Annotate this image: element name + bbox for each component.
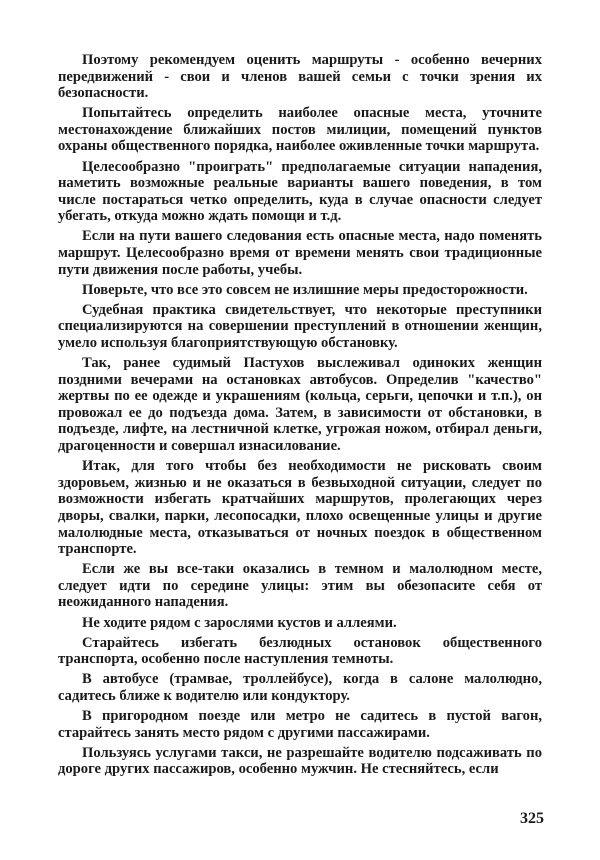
paragraph: В пригородном поезде или метро не садитесь в пустой вагон, старайтесь занять место рядом с другими пассажирами. — [58, 707, 542, 741]
page-number: 325 — [520, 810, 544, 827]
paragraph: Целесообразно "проиграть" предполагаемые ситуации нападения, наметить возможные реальные варианты вашего поведения, в том числе постараться четко определить, куда в случае опасности следует убегать, откуда можно ждать помощи и т.д. — [58, 158, 542, 225]
paragraph: Не ходите рядом с зарослями кустов и аллеями. — [82, 614, 397, 631]
paragraph: Итак, для того чтобы без необходимости не рисковать своим здоровьем, жизнью и не оказаться в безвыходной ситуации, следует по возможности избегать кратчайших маршрутов, пролегающих через дворы, свалки, парки, лесопосадки, плохо освещенные улицы и другие малолюдные места, отказываться от ночных поездок в общественном транспорте. — [58, 458, 542, 558]
paragraph: В автобусе (трамвае, троллейбусе), когда в салоне малолюдно, садитесь ближе к водителю или кондуктору. — [58, 671, 542, 704]
paragraph: Пользуясь услугами такси, не разрешайте водителю подсаживать по дороге других пассажиров, особенно мужчин. Не стесняйтесь, если — [58, 744, 542, 778]
paragraph: Судебная практика свидетельствует, что некоторые преступники специализируются на совершении преступлений в отношении женщин, умело используя благоприятствующую обстановку. — [58, 301, 542, 351]
paragraph: Попытайтесь определить наиболее опасные места, уточните местонахождение ближайших постов милиции, помещений пунктов охраны общественного порядка, наиболее оживленные точки маршрута. — [58, 105, 542, 155]
paragraph: Поверьте, что все это совсем не излишние меры предосторожности. — [82, 281, 528, 298]
paragraph: Если на пути вашего следования есть опасные места, надо поменять маршрут. Целесообразно время от времени менять свои традиционные пути движения после работы, учебы. — [58, 228, 542, 278]
body-text — [58, 52, 542, 781]
paragraph: Если же вы все-таки оказались в темном и малолюдном месте, следует идти по середине улицы: этим вы обезопасите себя от неожиданного нападения. — [58, 561, 542, 611]
paragraph: Поэтому рекомендуем оценить маршруты - особенно вечерних передвижений - свои и членов вашей семьи с точки зрения их безопасности. — [58, 52, 542, 102]
paragraph: Так, ранее судимый Пастухов выслеживал одиноких женщин поздними вечерами на остановках автобусов. Определив "качество" жертвы по ее одежде и украшениям (кольца, серьги, цепочки и т.п.), он провожал ее до подъезда дома. Затем, в зависимости от обстановки, в подъезде, лифте, на лестничной клетке, угрожая ножом, отбирал деньги, драгоценности и совершал изнасилование. — [58, 355, 542, 455]
paragraph: Старайтесь избегать безлюдных остановок общественного транспорта, особенно после наступления темноты. — [58, 634, 542, 668]
